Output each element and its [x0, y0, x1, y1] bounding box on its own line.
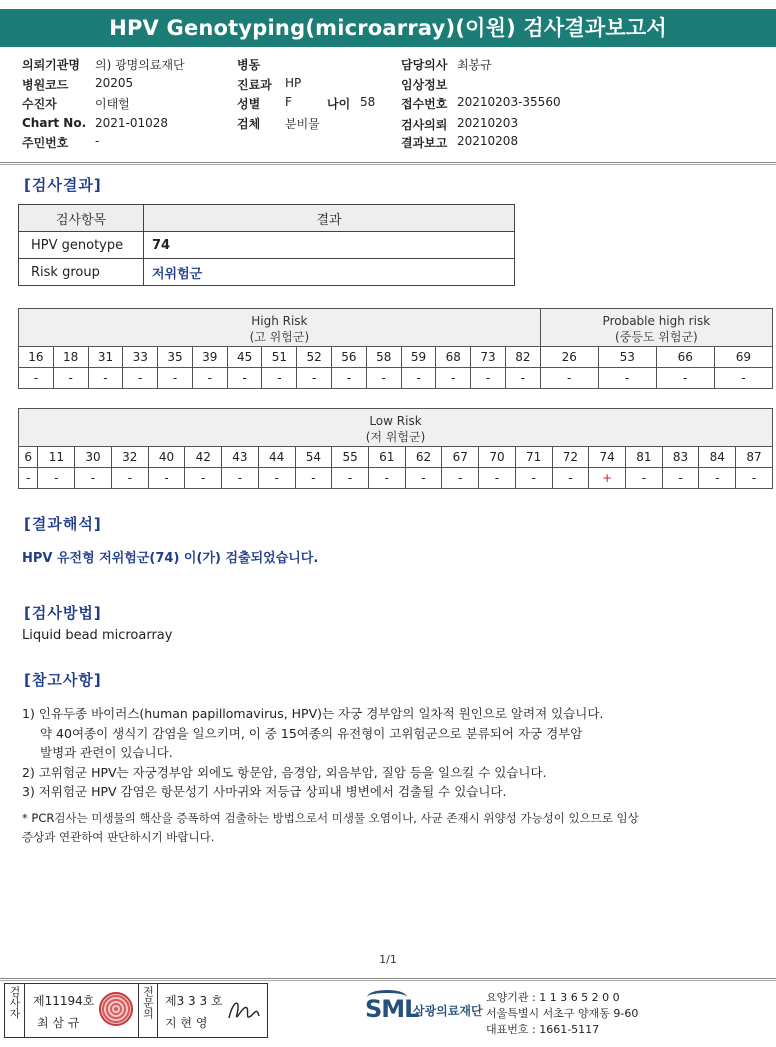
genotype-cell: 67: [442, 447, 479, 468]
info-value: HP: [285, 76, 302, 90]
genotype-cell: 58: [366, 347, 401, 368]
genotype-cell: 55: [332, 447, 369, 468]
info-value: 20205: [95, 76, 134, 90]
inspector-license: 제11194호: [33, 994, 95, 1008]
table-row: [19, 259, 515, 286]
info-label: 진료과: [237, 78, 272, 92]
info-label: Chart No.: [22, 116, 87, 130]
high-risk-title: High Risk: [251, 313, 308, 328]
info-value: 2021-01028: [95, 116, 169, 130]
genotype-result-cell: -: [515, 468, 552, 489]
info-value: 이태헐: [95, 97, 130, 111]
genotype-cell: 66: [656, 347, 714, 368]
genotype-cell: 33: [123, 347, 158, 368]
result-value: 74: [144, 232, 515, 259]
info-label: 임상정보: [401, 78, 448, 92]
genotype-result-cell: -: [656, 368, 714, 389]
genotype-result-cell: -: [714, 368, 772, 389]
genotype-cell: 35: [158, 347, 193, 368]
genotype-result-cell: -: [366, 368, 401, 389]
genotype-result-cell: -: [332, 368, 367, 389]
section-notes-heading: [참고사항]: [24, 671, 102, 689]
genotype-cell: 45: [227, 347, 262, 368]
info-label: 의뢰기관명: [22, 58, 80, 72]
genotype-cell: 6: [19, 447, 38, 468]
high-risk-subtitle: (고 위험군): [249, 329, 310, 344]
genotype-result-cell: -: [222, 468, 259, 489]
result-item: HPV genotype: [19, 232, 144, 259]
info-label: 주민번호: [22, 136, 69, 150]
info-value: 20210203: [457, 116, 519, 130]
info-label: 성별: [237, 97, 261, 111]
genotype-result-cell: -: [332, 468, 369, 489]
genotype-cell: 73: [471, 347, 506, 368]
genotype-cell: 70: [479, 447, 516, 468]
genotype-result-cell: -: [479, 468, 516, 489]
info-value: -: [95, 134, 100, 148]
genotype-cell: 84: [699, 447, 736, 468]
genotype-cell: 32: [111, 447, 148, 468]
genotype-result-cell: -: [540, 368, 598, 389]
section-result-heading: [검사결과]: [24, 176, 102, 194]
low-risk-table: [18, 408, 773, 489]
genotype-result-cell: -: [75, 468, 112, 489]
note-line: 1) 인유두종 바이러스(human papillomavirus, HPV)는 자궁 경부암의 일차적 원인으로 알려져 있습니다.: [22, 706, 604, 721]
genotype-cell: 72: [552, 447, 589, 468]
genotype-cell: 62: [405, 447, 442, 468]
genotype-cell: 71: [515, 447, 552, 468]
report-title: HPV Genotyping(microarray)(이원) 검사결과보고서: [0, 9, 776, 47]
genotype-result-cell: -: [401, 368, 436, 389]
patient-info: [0, 54, 776, 152]
genotype-result-cell: -: [111, 468, 148, 489]
genotype-cell: 16: [19, 347, 54, 368]
genotype-cell: 87: [736, 447, 773, 468]
org-phone: 대표번호 : 1661-5117: [486, 1023, 600, 1036]
probable-high-risk-title: Probable high risk: [602, 313, 711, 328]
genotype-result-cell: -: [405, 468, 442, 489]
doctor-name: 지 현 영: [165, 1016, 208, 1030]
doctor-license: 제3 3 3 호: [165, 994, 223, 1008]
org-code: 요양기관 : 1 1 3 6 5 2 0 0: [486, 991, 620, 1004]
genotype-result-cell: -: [471, 368, 506, 389]
info-label: 접수번호: [401, 97, 448, 111]
note-line: 약 40여종이 생식기 감염을 일으키며, 이 중 15여종의 유전형이 고위험군으로 분류되어 자궁 경부암: [40, 725, 583, 741]
genotype-result-cell: -: [262, 368, 297, 389]
low-risk-title: Low Risk: [369, 413, 422, 428]
genotype-cell: 59: [401, 347, 436, 368]
inspector-name: 최 삼 규: [37, 1016, 80, 1030]
genotype-cell: 42: [185, 447, 222, 468]
info-value: 20210208: [457, 134, 519, 148]
genotype-result-cell: -: [192, 368, 227, 389]
info-label: 담당의사: [401, 58, 448, 72]
section-interpretation-heading: [결과해석]: [24, 515, 102, 533]
footnote-line: * PCR검사는 미생물의 핵산을 증폭하여 검출하는 방법으로서 미생물 오염이나, 사균 존재시 위양성 가능성이 있으므로 임상: [22, 811, 639, 825]
interpretation-text: HPV 유전형 저위험군(74) 이(가) 검출되었습니다.: [22, 551, 319, 566]
genotype-cell: 82: [505, 347, 540, 368]
genotype-result-cell: -: [185, 468, 222, 489]
genotype-result-cell: -: [442, 468, 479, 489]
low-risk-subtitle: (저 위험군): [365, 429, 426, 444]
result-table: [18, 204, 515, 286]
info-label: 수진자: [22, 97, 57, 111]
genotype-cell: 53: [598, 347, 656, 368]
genotype-result-cell: -: [227, 368, 262, 389]
info-value: 의) 광명의료재단: [95, 58, 185, 72]
genotype-cell: 74: [589, 447, 626, 468]
table-row: [19, 232, 515, 259]
genotype-result-cell: -: [123, 368, 158, 389]
low-risk-types-row: [19, 447, 773, 468]
divider: [0, 978, 776, 981]
high-risk-results-row: [19, 368, 773, 389]
genotype-cell: 26: [540, 347, 598, 368]
genotype-cell: 44: [258, 447, 295, 468]
genotype-result-cell: -: [297, 368, 332, 389]
doctor-label-text: 전문의: [141, 986, 155, 1019]
footnote-line: 증상과 연관하여 판단하시기 바랍니다.: [22, 830, 215, 844]
genotype-cell: 52: [297, 347, 332, 368]
high-risk-types-row: [19, 347, 773, 368]
genotype-result-cell: -: [598, 368, 656, 389]
method-text: Liquid bead microarray: [22, 628, 173, 643]
genotype-cell: 43: [222, 447, 259, 468]
genotype-cell: 51: [262, 347, 297, 368]
info-label: 병원코드: [22, 78, 69, 92]
signature-box: [4, 983, 268, 1038]
divider: [0, 162, 776, 165]
info-label: 병동: [237, 58, 261, 72]
info-value: 20210203-35560: [457, 95, 561, 109]
low-risk-header: [19, 409, 773, 447]
genotype-cell: 30: [75, 447, 112, 468]
genotype-cell: 61: [368, 447, 405, 468]
genotype-cell: 68: [436, 347, 471, 368]
result-item: Risk group: [19, 259, 144, 286]
org-name: 삼광의료재단: [413, 1004, 483, 1018]
genotype-cell: 11: [38, 447, 75, 468]
genotype-cell: 40: [148, 447, 185, 468]
genotype-result-cell: -: [53, 368, 88, 389]
genotype-result-cell: -: [368, 468, 405, 489]
inspector-label: [5, 984, 25, 1037]
genotype-result-cell: -: [19, 468, 38, 489]
section-method-heading: [검사방법]: [24, 604, 102, 622]
footnote: [22, 809, 639, 847]
genotype-result-cell: -: [258, 468, 295, 489]
genotype-result-cell: +: [589, 468, 626, 489]
inspector-label-text: 검사자: [8, 986, 21, 1019]
note-line: 2) 고위험군 HPV는 자궁경부암 외에도 항문암, 음경암, 외음부암, 질암 등을 일으킬 수 있습니다.: [22, 764, 547, 780]
genotype-result-cell: -: [552, 468, 589, 489]
genotype-cell: 56: [332, 347, 367, 368]
info-value: 58: [360, 95, 376, 109]
result-col-item: 검사항목: [19, 205, 144, 232]
genotype-cell: 81: [625, 447, 662, 468]
probable-high-risk-header: [540, 309, 772, 347]
genotype-cell: 39: [192, 347, 227, 368]
genotype-result-cell: -: [295, 468, 332, 489]
genotype-result-cell: -: [158, 368, 193, 389]
genotype-result-cell: -: [148, 468, 185, 489]
info-label: 결과보고: [401, 136, 448, 150]
page-number: 1/1: [379, 953, 397, 966]
genotype-result-cell: -: [436, 368, 471, 389]
info-value: 분비물: [285, 117, 320, 131]
genotype-result-cell: -: [88, 368, 123, 389]
high-risk-table: [18, 308, 773, 389]
result-col-value: 결과: [144, 205, 515, 232]
genotype-cell: 83: [662, 447, 699, 468]
genotype-result-cell: -: [736, 468, 773, 489]
result-value: 저위험군: [144, 259, 515, 286]
low-risk-results-row: [19, 468, 773, 489]
genotype-cell: 18: [53, 347, 88, 368]
genotype-result-cell: -: [505, 368, 540, 389]
note-line: 3) 저위험군 HPV 감염은 항문성기 사마귀와 저등급 상피내 병변에서 검출될 수 있습니다.: [22, 784, 507, 799]
high-risk-header: [19, 309, 541, 347]
genotype-result-cell: -: [625, 468, 662, 489]
org-details: [486, 990, 638, 1038]
info-value: 최봉규: [457, 58, 492, 72]
probable-high-risk-subtitle: (중등도 위험군): [614, 329, 698, 344]
genotype-result-cell: -: [38, 468, 75, 489]
signature-icon: [225, 994, 263, 1028]
genotype-result-cell: -: [19, 368, 54, 389]
genotype-cell: 54: [295, 447, 332, 468]
note-line: 발병과 관련이 있습니다.: [40, 745, 173, 760]
doctor-label: [138, 984, 158, 1037]
seal-stamp-icon: [99, 992, 133, 1026]
genotype-cell: 31: [88, 347, 123, 368]
genotype-cell: 69: [714, 347, 772, 368]
org-address: 서울특별시 서초구 양재동 9-60: [486, 1007, 639, 1020]
notes-list: [22, 704, 603, 802]
logo-text: SML: [365, 995, 419, 1023]
info-value: F: [285, 95, 292, 109]
genotype-result-cell: -: [699, 468, 736, 489]
info-label: 검사의뢰: [401, 118, 448, 132]
genotype-result-cell: -: [662, 468, 699, 489]
info-label: 나이: [327, 97, 351, 111]
info-label: 검체: [237, 117, 261, 131]
